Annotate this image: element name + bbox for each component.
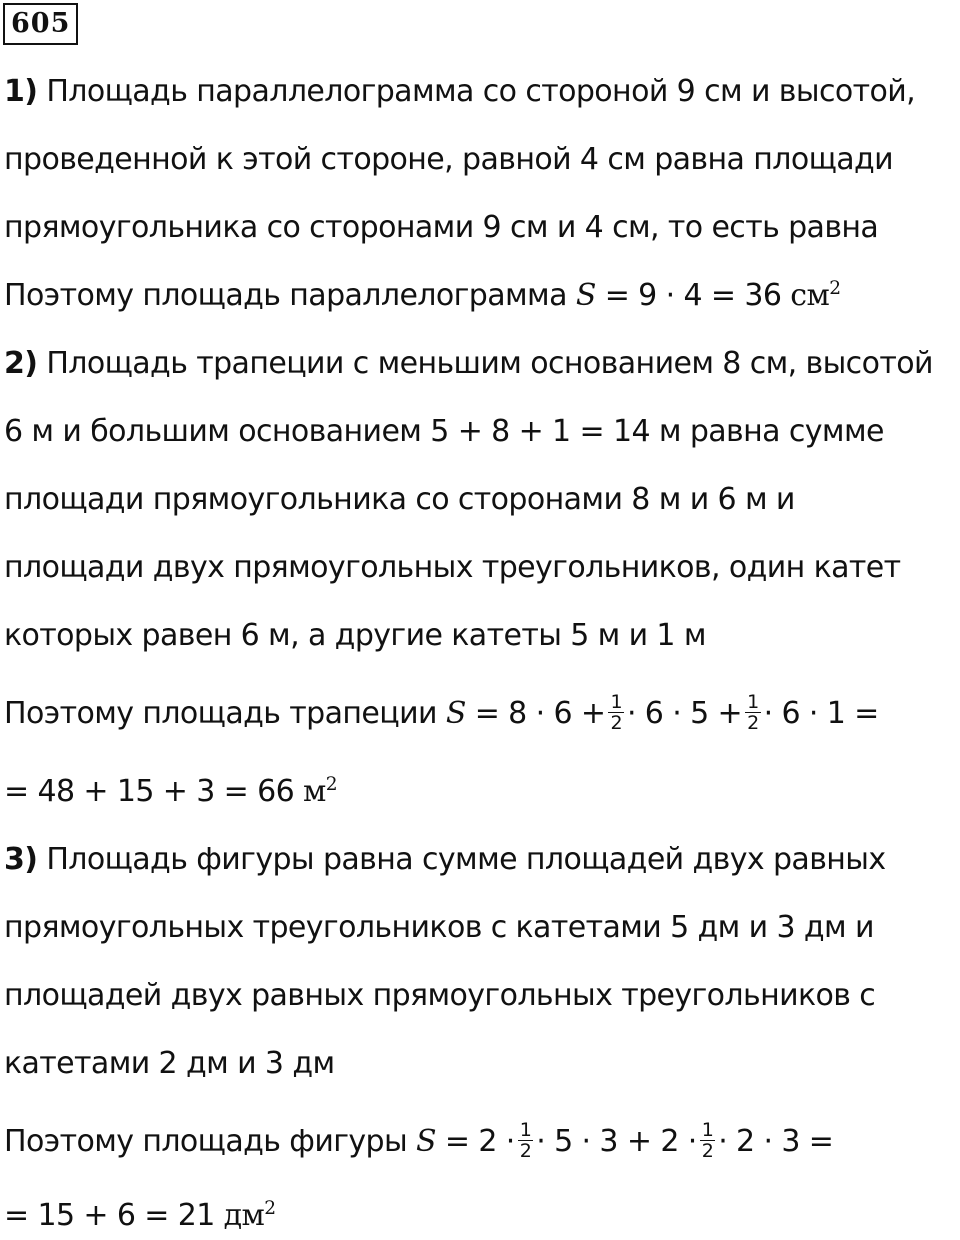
line-text: = 48 + 15 + 3 = 66 [4,774,304,809]
expression: · 6 · 5 + [626,696,743,731]
line-text: Площадь трапеции с меньшим основанием 8 см, высотой [37,346,933,381]
text-line [4,1044,335,1084]
formula-line [4,1119,834,1162]
text-line [4,208,878,248]
line-text: прямоугольных треугольников с катетами 5 дм и 3 дм и [4,910,874,945]
variable: S [416,1124,436,1159]
problem-number: 605 [3,3,78,45]
formula-line [4,1196,276,1236]
line-text: Поэтому площадь фигуры [4,1124,417,1159]
text-line [4,908,874,948]
text-line [4,548,901,588]
expression: = 8 · 6 + [465,696,606,731]
fraction-numerator: 1 [610,691,622,713]
unit: дм [223,1198,265,1233]
text-line [4,412,884,452]
unit: см [790,278,830,313]
exponent: 2 [829,277,841,299]
expression: = 2 · [435,1124,515,1159]
fraction-numerator: 1 [701,1119,714,1141]
line-text: прямоугольника со сторонами 9 см и 4 см, то есть равна [4,210,879,245]
fraction-denominator: 2 [701,1140,714,1162]
part-label: 2) [4,346,38,381]
text-line [4,976,875,1016]
line-text: проведенной к этой стороне, равной 4 см равна площади [4,142,894,177]
line-text: = 15 + 6 = 21 [4,1198,224,1233]
variable: S [575,278,596,313]
line-text: площади прямоугольника со сторонами 8 м и 6 м и [4,482,795,517]
expression: = 9 · 4 = 36 [595,278,791,313]
formula-line [4,772,337,812]
line-text: которых равен 6 м, а другие катеты 5 м и 1 м [4,618,706,653]
text-line [4,480,795,520]
fraction-denominator: 2 [610,712,622,734]
variable: S [445,696,466,731]
exponent: 2 [264,1197,276,1219]
fraction-numerator: 1 [519,1119,532,1141]
text-line [4,840,886,880]
formula-line [4,276,840,316]
exponent: 2 [325,773,338,795]
line-text: Поэтому площадь параллелограмма [4,278,576,313]
fraction [745,692,761,733]
fraction-denominator: 2 [519,1140,532,1162]
fraction-denominator: 2 [747,712,759,734]
line-text: площадей двух равных прямоугольных треугольников с [4,978,876,1013]
unit: м [303,774,326,809]
part-label: 1) [4,74,38,109]
fraction [518,1120,534,1161]
line-text: 6 м и большим основанием 5 + 8 + 1 = 14 м равна сумме [4,414,884,449]
fraction [608,692,624,733]
line-text: Площадь фигуры равна сумме площадей двух равных [37,842,886,877]
expression: · 5 · 3 + 2 · [536,1124,697,1159]
text-line [4,140,893,180]
part-label: 3) [4,842,38,877]
line-text: Поэтому площадь трапеции [4,696,446,731]
fraction-numerator: 1 [747,691,759,713]
line-text: площади двух прямоугольных треугольников, один катет [4,550,901,585]
line-text: катетами 2 дм и 3 дм [4,1046,335,1081]
expression: · 2 · 3 = [718,1124,834,1159]
line-text: Площадь параллелограмма со стороной 9 см и высотой, [37,74,916,109]
fraction [700,1120,716,1161]
text-line [4,344,933,384]
formula-line [4,691,879,734]
text-line [4,72,915,112]
text-line [4,616,706,656]
expression: · 6 · 1 = [763,696,879,731]
